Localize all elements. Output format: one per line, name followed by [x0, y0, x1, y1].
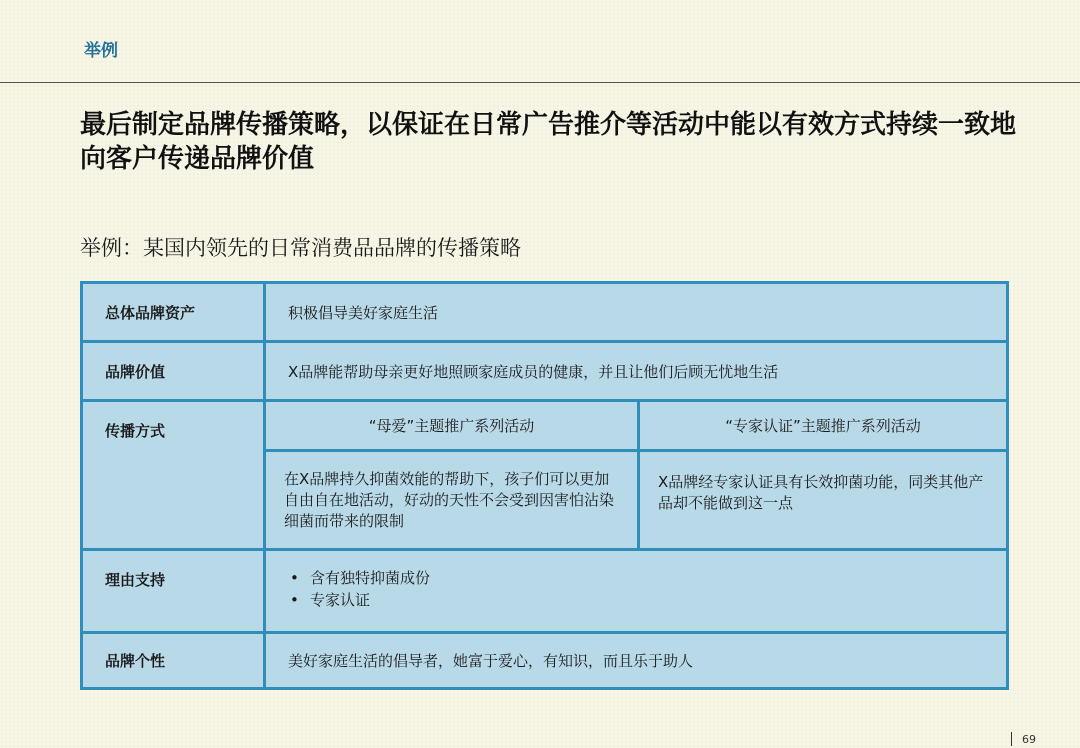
row-value-brand-equity: 积极倡导美好家庭生活 [266, 284, 1006, 340]
row-label-brand-equity: 总体品牌资产 [83, 284, 263, 340]
section-tag: 举例 [84, 41, 118, 61]
campaign-heading-expert: “专家认证”主题推广系列活动 [640, 402, 1006, 449]
row-label-support: 理由支持 [83, 551, 263, 631]
header-divider [0, 82, 1080, 83]
row-value-brand-value: X品牌能帮助母亲更好地照顾家庭成员的健康，并且让他们后顾无忧地生活 [266, 343, 1006, 399]
example-subtitle: 举例：某国内领先的日常消费品品牌的传播策略 [80, 236, 521, 260]
strategy-table [80, 281, 1009, 690]
campaign-text-motherly-love: 在X品牌持久抑菌效能的帮助下，孩子们可以更加自由自在地活动，好动的天性不会受到因害怕沾染细菌而带来的限制 [266, 452, 637, 548]
row-label-communication: 传播方式 [83, 402, 263, 548]
bullet-item: • 专家认证 [290, 589, 430, 611]
page-headline: 最后制定品牌传播策略，以保证在日常广告推介等活动中能以有效方式持续一致地向客户传递品牌价值 [80, 110, 1017, 174]
campaign-heading-motherly-love: “母爱”主题推广系列活动 [266, 402, 637, 449]
page-number-divider [1011, 732, 1012, 746]
bullet-item: • 含有独特抑菌成份 [290, 567, 430, 589]
campaign-text-expert: X品牌经专家认证具有长效抑菌功能，同类其他产品却不能做到这一点 [640, 452, 1006, 548]
page-number: 69 [1022, 733, 1036, 746]
row-value-personality: 美好家庭生活的倡导者，她富于爱心，有知识，而且乐于助人 [266, 634, 1006, 687]
row-label-brand-value: 品牌价值 [83, 343, 263, 399]
support-bullet-list [266, 551, 1006, 631]
row-label-personality: 品牌个性 [83, 634, 263, 687]
